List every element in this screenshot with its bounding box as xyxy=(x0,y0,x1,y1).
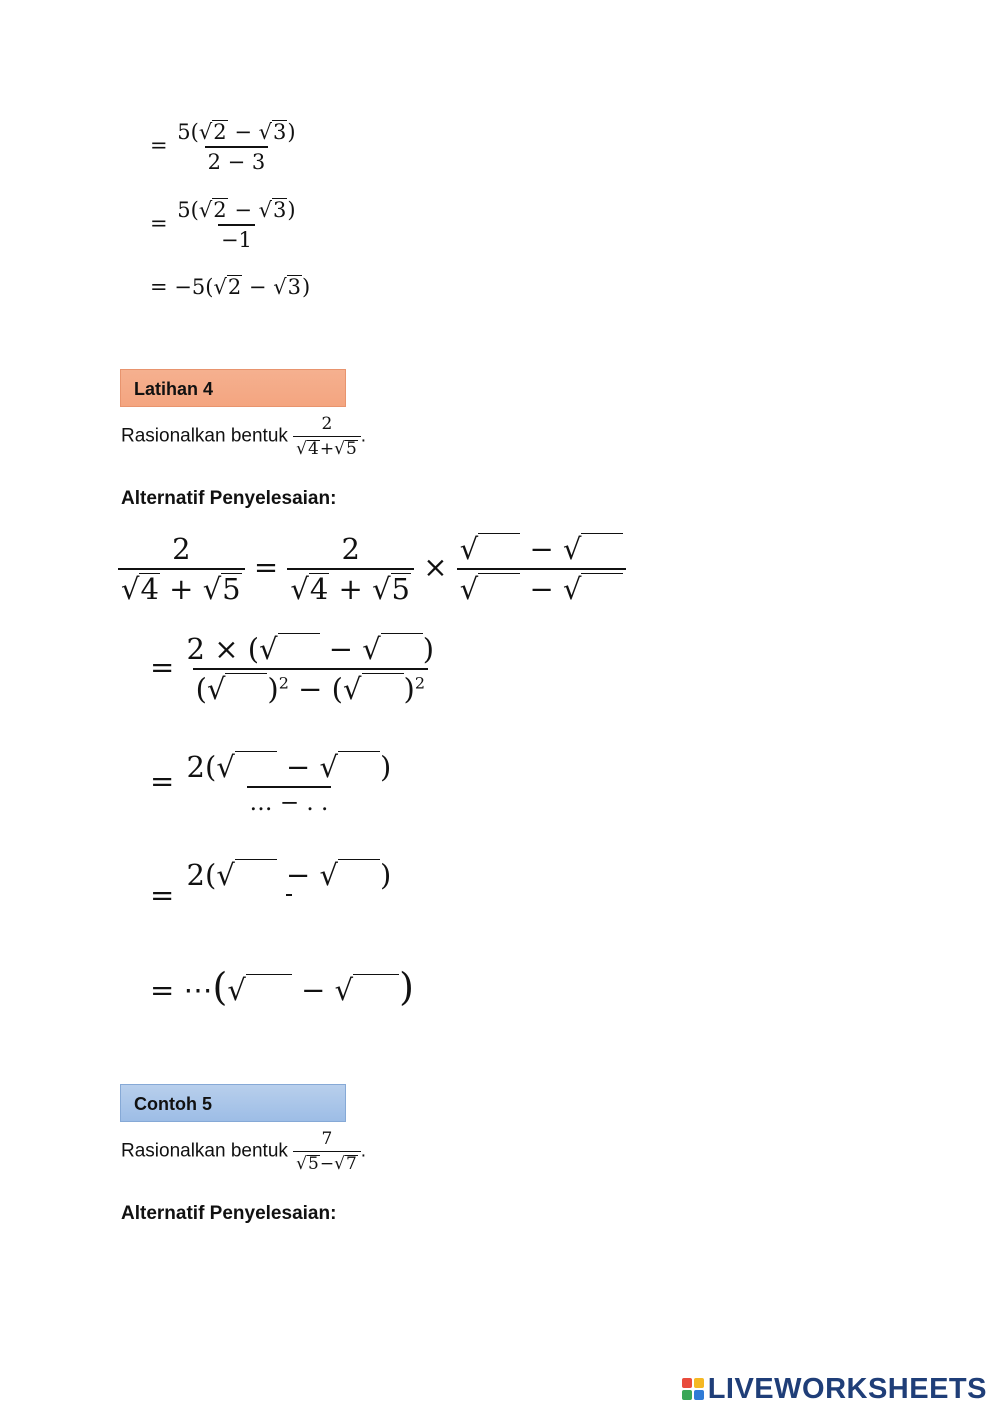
latihan-prompt: Rasionalkan bentuk $\frac{2}{√4+√5}$ . xyxy=(121,414,367,459)
contoh-prompt-fraction: $\frac{7}{√5-√7}$ xyxy=(293,1129,361,1174)
prev-step-1-fraction: $\frac{5(√2 - √3)}{2 - 3}$ xyxy=(177,120,296,174)
prev-step-2: = $\frac{5(√2 - √3)}{-1}$ xyxy=(150,198,299,252)
liveworksheets-logo-icon xyxy=(682,1378,704,1400)
liveworksheets-brand: LIVEWORKSHEETS xyxy=(682,1372,987,1406)
latihan-step-5: = ⋯(√ − √ ) xyxy=(150,965,414,1009)
prev-step-3: = −5(√2 − √3) xyxy=(150,275,311,299)
prev-step-1: = $\frac{5(√2 - √3)}{2 - 3}$ xyxy=(150,120,299,174)
latihan-answer-heading: Alternatif Penyelesaian: xyxy=(121,488,337,509)
contoh-prompt: Rasionalkan bentuk $\frac{7}{√5-√7}$ . xyxy=(121,1129,367,1174)
latihan-step-1: $\frac{2}{√4 + √5}$ = $\frac{2}{√4 + √5}$ × $\frac{√ - √}{√ - √}$ xyxy=(118,532,626,606)
contoh-label: Contoh 5 xyxy=(120,1084,346,1122)
prev-step-2-fraction: $\frac{5(√2 - √3)}{-1}$ xyxy=(177,198,296,252)
latihan-label: Latihan 4 xyxy=(120,369,346,407)
contoh-answer-heading: Alternatif Penyelesaian: xyxy=(121,1203,337,1224)
latihan-step-2: = $\frac{2 \times (√ - √ )}{(√ )^2 - (√ )^2}$ xyxy=(150,632,435,706)
latihan-prompt-fraction: $\frac{2}{√4+√5}$ xyxy=(293,414,361,459)
latihan-step-3: = $\frac{2(√ - √ )}{\dots - . .}$ xyxy=(150,750,392,816)
latihan-step-4: = 2(√ − √ ) xyxy=(150,858,394,936)
latihan-original-fraction: $\frac{2}{√4 + √5}$ xyxy=(118,532,245,606)
conjugate-blank-fraction: $\frac{√ - √}{√ - √}$ xyxy=(457,532,627,606)
